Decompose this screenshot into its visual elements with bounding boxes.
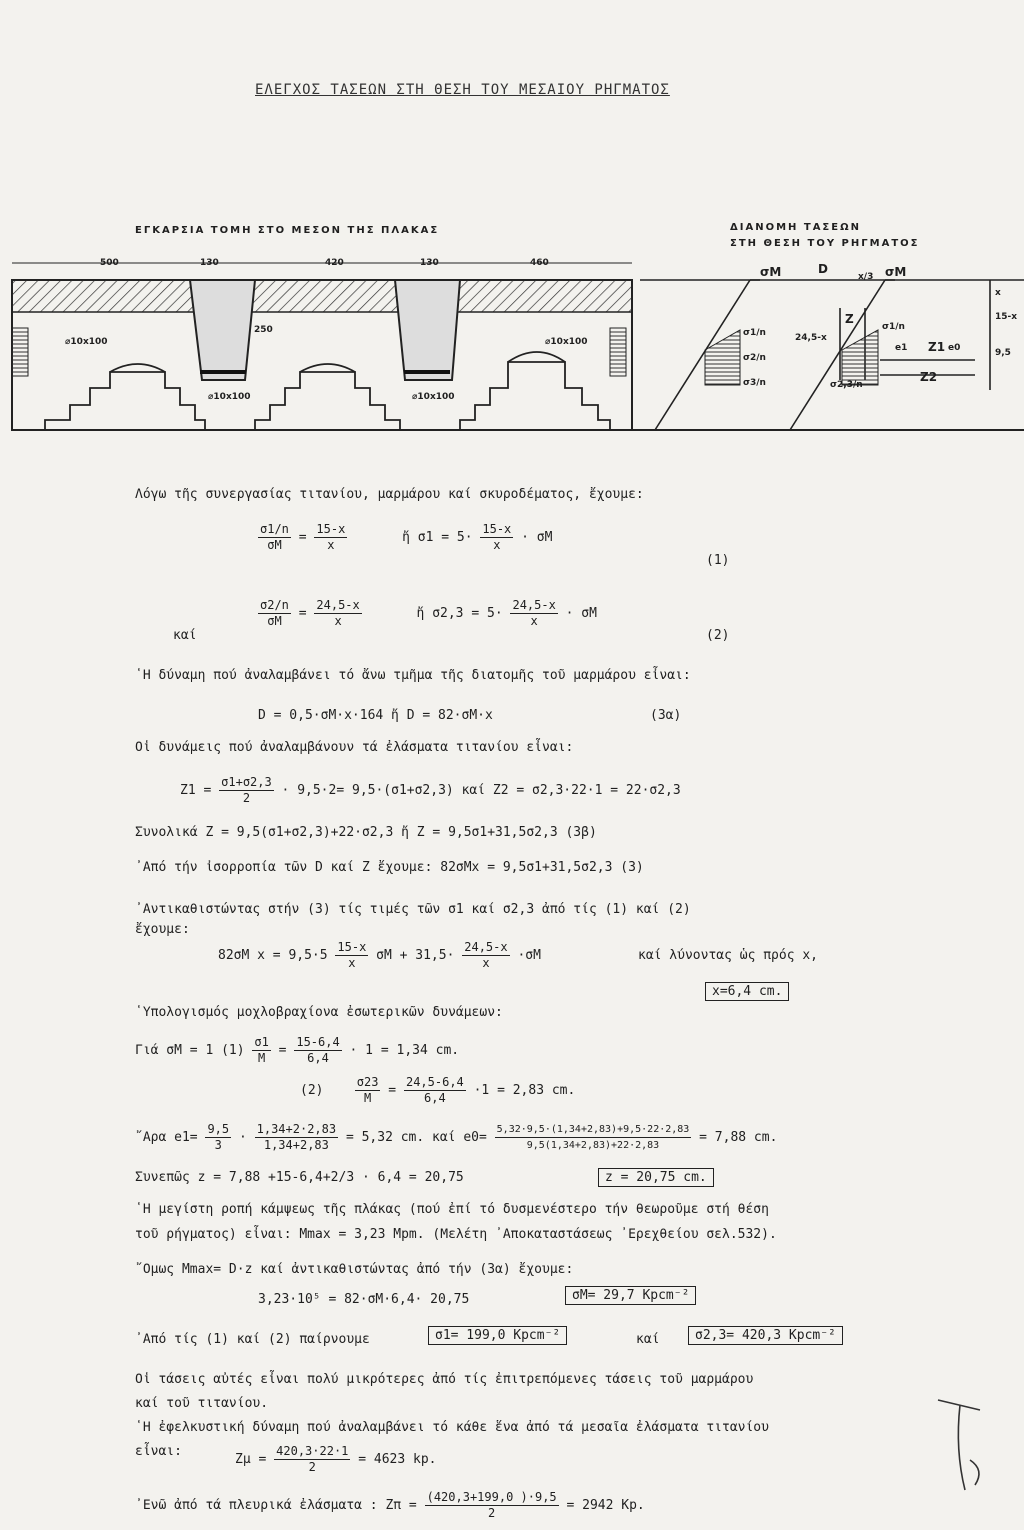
line-11: τοῦ ρήγματος) εἶναι: Mmax = 3,23 Mpm. (Μελέτη ᾽Αποκαταστάσεως ᾽Ερεχθείου σελ.532). <box>135 1227 777 1242</box>
line-6: ᾽Αντικαθιστώντας στήν (3) τίς τιμές τῶν σ1 καί σ2,3 ἀπό τίς (1) καί (2) <box>135 902 691 917</box>
line-8-tail: καί λύνοντας ὡς πρός x, <box>638 948 819 963</box>
stress-label-1: ΔΙΑΝΟΜΗ ΤΑΣΕΩΝ <box>730 222 861 233</box>
dim-250: 250 <box>254 325 273 335</box>
zm-eq: Zμ = $\frac{420,3\cdot 22\cdot 1}{2}$ = 4623 kp. <box>235 1444 437 1474</box>
line-1: Λόγω τῆς συνεργασίας τιτανίου, μαρμάρου καί σκυροδέματος, ἔχουμε: <box>135 487 644 502</box>
line-18: εἶναι: <box>135 1444 182 1459</box>
bar-label-4: ⌀10x100 <box>545 337 588 347</box>
bar-label-2: ⌀10x100 <box>208 392 251 402</box>
stress-s3n: σ3/n <box>743 378 766 388</box>
z-result-box: z = 20,75 cm. <box>598 1168 714 1187</box>
eq-3a: D = 0,5·σM·x·164 ἤ D = 82·σM·x <box>258 708 493 723</box>
stress-sm-2: σM <box>885 265 907 279</box>
calc-2: (2) $\frac{\sigma 23}{M}$ = $\frac{24,5-6,4}{6,4}$ ·1 = 2,83 cm. <box>300 1075 576 1105</box>
eq-sub: 82σM x = 9,5·5 $\frac{15-x}{x}$ σM + 31,5· $\frac{24,5-x}{x}$ ·σM <box>218 940 541 970</box>
x-result-box: x=6,4 cm. <box>705 982 789 1001</box>
eq-3a-label: (3α) <box>650 708 682 723</box>
signature-mark <box>930 1390 1000 1500</box>
dim-130a: 130 <box>200 258 219 268</box>
line-10: ῾Η μεγίστη ροπή κάμψεως τῆς πλάκας (πού ἐπί τό δυσμενέστερο τήν θεωροῦμε στή θέση <box>135 1202 769 1217</box>
eq-2: $\frac{\sigma 2/n}{\sigma M}$ = $\frac{24,5-x}{x}$ ἤ σ2,3 = 5· $\frac{24,5-x}{x}$ · σM <box>260 598 597 628</box>
dim-500: 500 <box>100 258 119 268</box>
line-3: Οἱ δυνάμεις πού ἀναλαμβάνουν τά ἐλάσματα τιτανίου εἶναι: <box>135 740 574 755</box>
stress-Z2: Z2 <box>920 370 938 384</box>
eq-1: $\frac{\sigma 1/n}{\sigma M}$ = $\frac{15-x}{x}$ ἤ σ1 = 5· $\frac{15-x}{x}$ · σM <box>260 522 553 552</box>
calc-1: Γιά σM = 1 (1) $\frac{\sigma 1}{M}$ = $\frac{15-6,4}{6,4}$ · 1 = 1,34 cm. <box>135 1035 460 1065</box>
stress-label-2: ΣΤΗ ΘΕΣΗ ΤΟΥ ΡΗΓΜΑΤΟΣ <box>730 238 920 249</box>
stress-15x: 15-x <box>995 312 1018 322</box>
stress-e0: e0 <box>948 343 961 353</box>
stress-s23n: σ2,3/n <box>830 380 863 390</box>
page-title: ΕΛΕΓΧΟΣ ΤΑΣΕΩΝ ΣΤΗ ΘΕΣΗ ΤΟΥ ΜΕΣΑΙΟΥ ΡΗΓΜΑΤΟΣ <box>255 82 670 98</box>
eq-2-prefix: καί <box>173 628 197 643</box>
sm-box: σM= 29,7 Kpcm⁻² <box>565 1286 696 1305</box>
stress-sm-1: σM <box>760 265 782 279</box>
eq-2-label: (2) <box>706 628 730 643</box>
line-14-mid: καί <box>636 1332 660 1347</box>
s23-box: σ2,3= 420,3 Kpcm⁻² <box>688 1326 843 1345</box>
eq-z: Z1 = $\frac{\sigma 1+\sigma 2,3}{2}$ · 9,5·2= 9,5·(σ1+σ2,3) καί Z2 = σ2,3·22·1 = 22·σ2,3 <box>180 775 681 805</box>
stress-x: x <box>995 288 1001 298</box>
stress-x3: x/3 <box>858 272 874 282</box>
s1-box: σ1= 199,0 Kpcm⁻² <box>428 1326 567 1345</box>
stress-95: 9,5 <box>995 348 1011 358</box>
line-19: ᾽Ενῶ ἀπό τά πλευρικά ἐλάσματα : Zπ = $\frac{(420,3+199,0 )\cdot 9,5}{2}$ = 2942 Kp. <box>135 1490 645 1520</box>
stress-s2n: σ2/n <box>743 353 766 363</box>
line-5: ᾽Από τήν ἰσορροπία τῶν D καί Z ἔχουμε: 82σMx = 9,5σ1+31,5σ2,3 (3) <box>135 860 644 875</box>
bar-label-3: ⌀10x100 <box>412 392 455 402</box>
stress-dist: 24,5-x <box>795 333 827 343</box>
bar-label-1: ⌀10x100 <box>65 337 108 347</box>
stress-Z1: Z1 <box>928 340 946 354</box>
line-14: ᾽Από τίς (1) καί (2) παίρνουμε <box>135 1332 370 1347</box>
line-17: ῾Η ἐφελκυστική δύναμη πού ἀναλαμβάνει τό κάθε ἕνα ἀπό τά μεσαῖα ἐλάσματα τιτανίου <box>135 1420 769 1435</box>
line-15: Οἱ τάσεις αὐτές εἶναι πολύ μικρότερες ἀπό τίς ἐπιτρεπόμενες τάσεις τοῦ μαρμάρου <box>135 1372 754 1387</box>
line-12: ῎Ομως Mmax= D·z καί ἀντικαθιστώντας ἀπό τήν (3α) ἔχουμε: <box>135 1262 574 1277</box>
line-4: Συνολικά Z = 9,5(σ1+σ2,3)+22·σ2,3 ἤ Z = 9,5σ1+31,5σ2,3 (3β) <box>135 825 597 840</box>
line-9: ῾Υπολογισμός μοχλοβραχίονα ἐσωτερικῶν δυνάμεων: <box>135 1005 503 1020</box>
stress-Z: Z <box>845 312 854 326</box>
z-line: Συνεπῶς z = 7,88 +15-6,4+2/3 · 6,4 = 20,75 <box>135 1170 464 1185</box>
line-7: ἔχουμε: <box>135 922 190 937</box>
dim-460: 460 <box>530 258 549 268</box>
calc-e: ῎Αρα e1= $\frac{9,5}{3}$ · $\frac{1,34+2\cdot 2,83}{1,34+2,83}$ = 5,32 cm. καί e0= $\frac{5,32\cdot 9,5\cdot(1,34+2,83)+9,5\cdot 22\cdot 2,83}{9,5(1,34+2,83)+22\cdot 2,83}$ = 7,88 cm. <box>135 1122 778 1152</box>
dim-420: 420 <box>325 258 344 268</box>
stress-s1n: σ1/n <box>743 328 766 338</box>
stress-D: D <box>818 262 828 276</box>
line-16: καί τοῦ τιτανίου. <box>135 1396 269 1411</box>
eq-1-label: (1) <box>706 553 730 568</box>
line-13: 3,23·10⁵ = 82·σM·6,4· 20,75 <box>258 1292 470 1307</box>
stress-s1n-b: σ1/n <box>882 322 905 332</box>
stress-e1: e1 <box>895 343 908 353</box>
dim-130b: 130 <box>420 258 439 268</box>
line-2: ῾Η δύναμη πού ἀναλαμβάνει τό ἄνω τμῆμα τῆς διατομῆς τοῦ μαρμάρου εἶναι: <box>135 668 691 683</box>
section-label: ΕΓΚΑΡΣΙΑ ΤΟΜΗ ΣΤΟ ΜΕΣΟΝ ΤΗΣ ΠΛΑΚΑΣ <box>135 225 440 236</box>
